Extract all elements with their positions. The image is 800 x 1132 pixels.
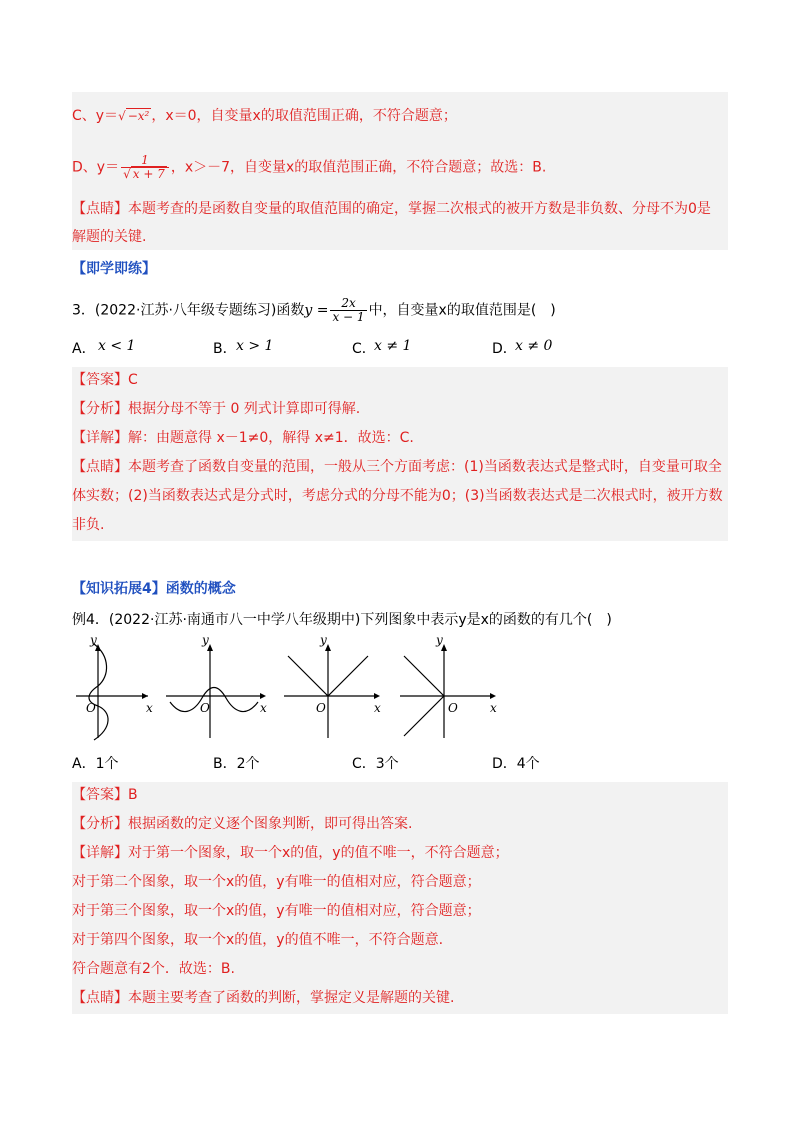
dianjing-line-2: 解题的关键. (72, 229, 147, 245)
q3-dianjing-line-2: 体实数；(2)当函数表达式是分式时，考虑分式的分母不能为0；(3)当函数表达式是二次根式时，被开方数 (72, 488, 723, 504)
ex4-conclusion: 符合题意有2个．故选：B. (72, 961, 235, 977)
option-d-rest: ，x＞－7，自变量x的取值范围正确，不符合题意；故选：B. (170, 159, 547, 176)
option-d-label: D． (492, 341, 517, 357)
question-3-stem: 3．(2022·江苏·八年级专题练习)函数y = $\frac{2x}{x - 1}$ 中，自变量x的取值范围是( ) (72, 296, 556, 324)
practice-heading: 【即学即练】 (72, 261, 156, 277)
option-c-value: x ≠ 1 (374, 338, 412, 354)
sqrt-expression: √ −x² (118, 109, 150, 123)
ex4-analysis: 【分析】根据函数的定义逐个图象判断，即可得出答案. (72, 816, 413, 832)
dianjing-line-1: 【点睛】本题考查的是函数自变量的取值范围的确定，掌握二次根式的被开方数是非负数、分母不为0是 (72, 201, 711, 217)
svg-text:y: y (320, 633, 327, 647)
extension-heading: 【知识拓展4】函数的概念 (72, 581, 236, 597)
option-c-rest: ，x＝0，自变量x的取值范围正确，不符合题意； (151, 108, 457, 124)
example-4-solution-block (72, 782, 728, 1014)
graph-3 (284, 633, 381, 738)
svg-text:O: O (86, 701, 96, 715)
svg-text:y: y (436, 633, 443, 647)
ex4-detail-1: 【详解】对于第一个图象，取一个x的值，y的值不唯一，不符合题意； (72, 845, 509, 861)
svg-text:x: x (490, 701, 497, 715)
ex4-detail-3: 对于第三个图象，取一个x的值，y有唯一的值相对应，符合题意； (72, 903, 481, 919)
svg-text:x: x (374, 701, 381, 715)
function-graphs (72, 632, 512, 742)
option-d-value: x ≠ 0 (515, 338, 553, 354)
svg-text:O: O (448, 701, 458, 715)
option-a-label: A． (72, 341, 96, 357)
graph-1 (76, 633, 153, 740)
example-4-options (72, 753, 728, 775)
q3-dianjing-line-3: 非负. (72, 517, 105, 533)
ex4-option-d: D．4个 (492, 756, 540, 772)
svg-text:y: y (202, 633, 209, 647)
ex4-detail-4: 对于第四个图象，取一个x的值，y的值不唯一，不符合题意. (72, 932, 444, 948)
svg-text:x: x (260, 701, 267, 715)
svg-text:y: y (90, 633, 97, 647)
graph-2 (166, 633, 267, 738)
q3-answer: 【答案】C (72, 372, 138, 388)
option-c-analysis (72, 105, 728, 127)
ex4-option-b: B．2个 (213, 756, 260, 772)
graph-4 (400, 633, 497, 738)
ex4-detail-2: 对于第二个图象，取一个x的值，y有唯一的值相对应，符合题意； (72, 874, 481, 890)
option-d-prefix: D、y＝ (72, 159, 120, 176)
question-3-solution-block (72, 367, 728, 541)
q3-detail: 【详解】解：由题意得 x－1≠0，解得 x≠1．故选：C. (72, 430, 414, 446)
option-b-value: x > 1 (236, 338, 274, 354)
ex4-dianjing: 【点睛】本题主要考查了函数的判断，掌握定义是解题的关键. (72, 990, 455, 1006)
svg-text:x: x (146, 701, 153, 715)
option-c-label: C． (352, 341, 376, 357)
q3-analysis: 【分析】根据分母不等于 0 列式计算即可得解. (72, 401, 361, 417)
option-b-label: B． (213, 341, 237, 357)
svg-text:O: O (200, 701, 210, 715)
fraction-2x-over-x-1: $\frac{2x}{x - 1}$ (332, 296, 365, 324)
ex4-answer: 【答案】B (72, 787, 138, 803)
ex4-option-a: A．1个 (72, 756, 119, 772)
svg-text:O: O (316, 701, 326, 715)
question-3-options (72, 338, 728, 360)
option-d-analysis (72, 154, 728, 181)
option-a-value: x < 1 (98, 338, 136, 354)
option-c-prefix: C、y＝ (72, 108, 119, 124)
ex4-option-c: C．3个 (352, 756, 399, 772)
example-4-stem: 例4．(2022·江苏·南通市八一中学八年级期中)下列图象中表示y是x的函数的有几个( ) (72, 612, 612, 628)
fraction-expression: $\frac{1}{√ x + 7}$ (121, 154, 169, 181)
q3-dianjing-line-1: 【点睛】本题考查了函数自变量的范围，一般从三个方面考虑：(1)当函数表达式是整式时，自变量可取全 (72, 459, 722, 475)
top-solution-block (72, 92, 728, 250)
